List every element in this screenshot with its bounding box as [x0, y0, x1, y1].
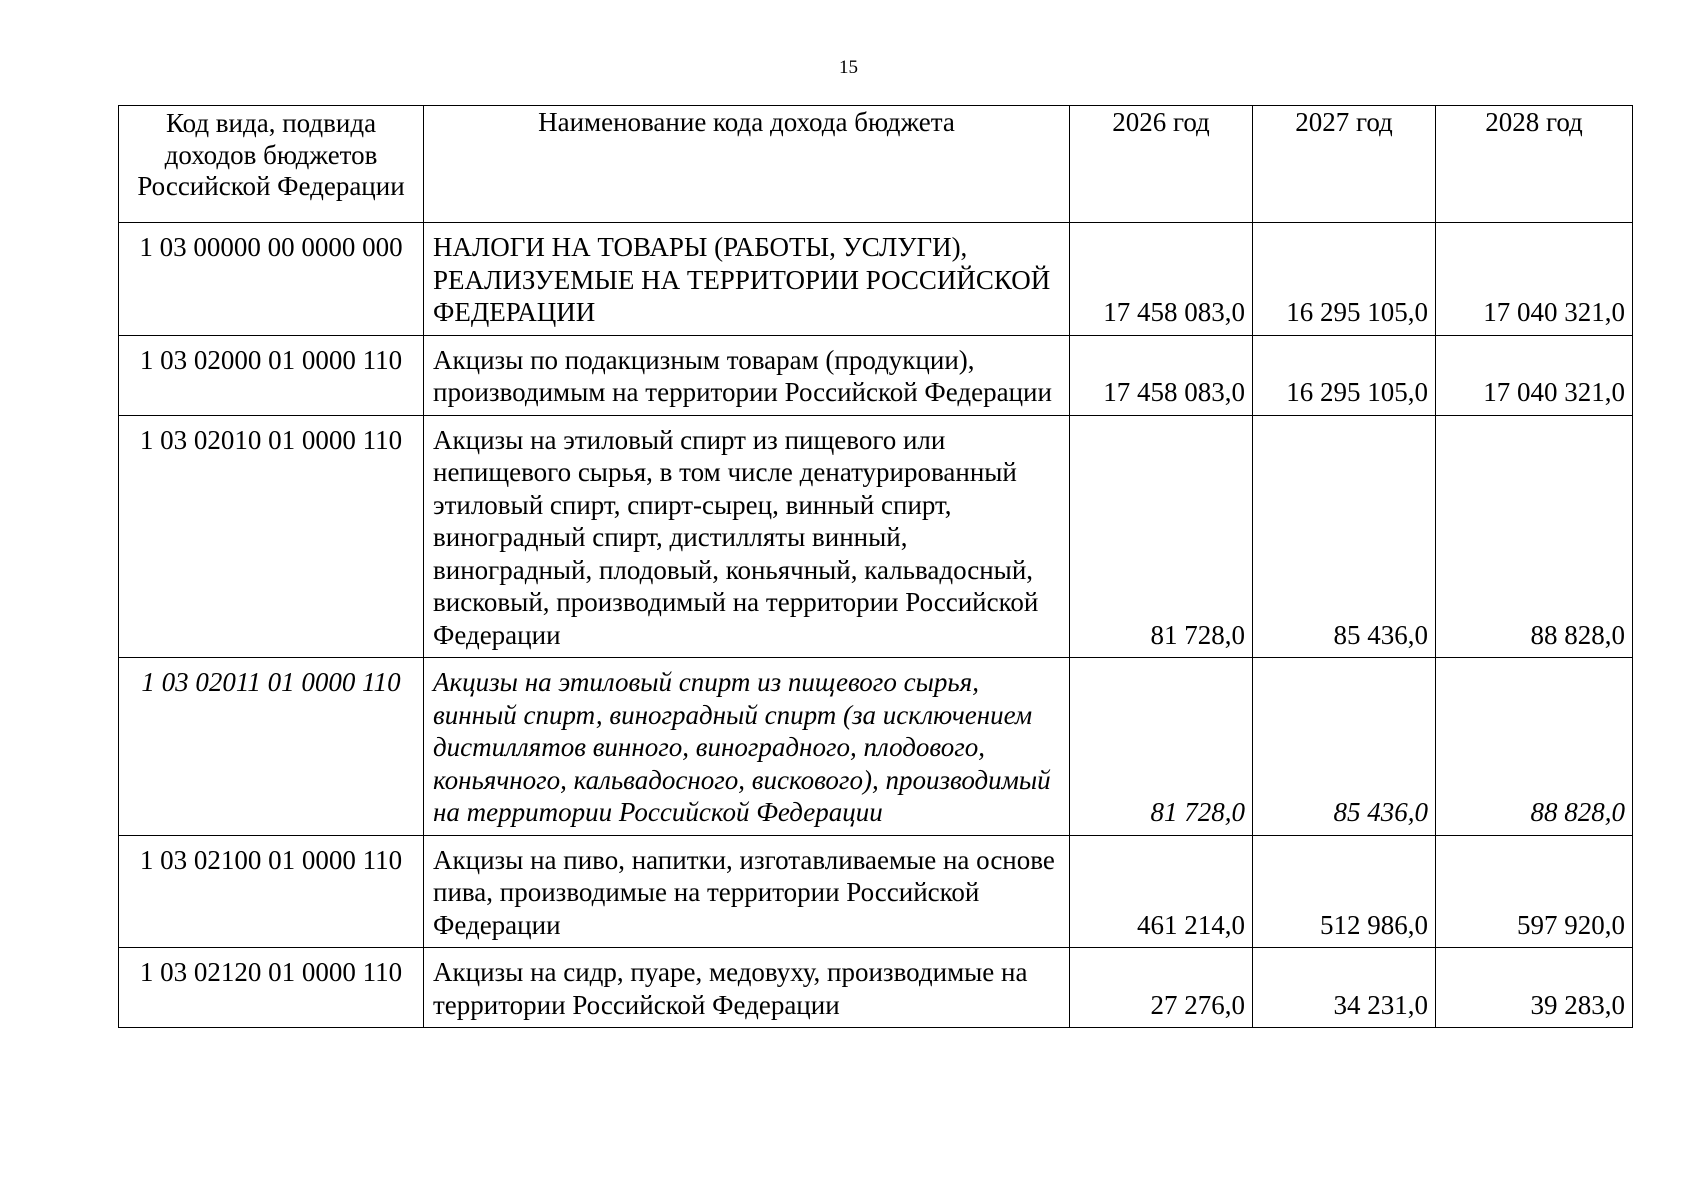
row-value-2028: 39 283,0	[1436, 948, 1633, 1028]
row-value-2027: 16 295 105,0	[1253, 223, 1436, 336]
row-code: 1 03 02000 01 0000 110	[119, 335, 424, 415]
row-value-2026: 81 728,0	[1070, 658, 1253, 836]
row-code: 1 03 02010 01 0000 110	[119, 415, 424, 658]
row-code: 1 03 02011 01 0000 110	[119, 658, 424, 836]
row-name: Акцизы на этиловый спирт из пищевого сырья, винный спирт, виноградный спирт (за исключением дистиллятов винного, виноградного, плодового, коньячного, кальвадосного, вискового), производимый на территории Российской Федерации	[424, 658, 1070, 836]
row-value-2027: 16 295 105,0	[1253, 335, 1436, 415]
table-row	[119, 335, 1633, 415]
table-row	[119, 223, 1633, 336]
row-value-2027: 85 436,0	[1253, 415, 1436, 658]
row-value-2027: 512 986,0	[1253, 835, 1436, 948]
table-header-row	[119, 106, 1633, 223]
row-value-2028: 17 040 321,0	[1436, 223, 1633, 336]
table-row	[119, 415, 1633, 658]
table-row	[119, 948, 1633, 1028]
table-row	[119, 835, 1633, 948]
header-2028: 2028 год	[1436, 106, 1633, 223]
row-value-2027: 85 436,0	[1253, 658, 1436, 836]
header-name: Наименование кода дохода бюджета	[424, 106, 1070, 223]
page-number: 15	[839, 57, 858, 78]
table-row	[119, 658, 1633, 836]
row-value-2028: 88 828,0	[1436, 415, 1633, 658]
row-value-2028: 17 040 321,0	[1436, 335, 1633, 415]
row-name: Акцизы по подакцизным товарам (продукции), производимым на территории Российской Федерации	[424, 335, 1070, 415]
header-2027: 2027 год	[1253, 106, 1436, 223]
row-code: 1 03 00000 00 0000 000	[119, 223, 424, 336]
header-2026: 2026 год	[1070, 106, 1253, 223]
row-value-2026: 81 728,0	[1070, 415, 1253, 658]
row-name: Акцизы на сидр, пуаре, медовуху, производимые на территории Российской Федерации	[424, 948, 1070, 1028]
header-code: Код вида, подвида доходов бюджетов Российской Федерации	[119, 106, 424, 223]
row-value-2026: 17 458 083,0	[1070, 335, 1253, 415]
row-value-2026: 461 214,0	[1070, 835, 1253, 948]
row-code: 1 03 02120 01 0000 110	[119, 948, 424, 1028]
row-name: Акцизы на этиловый спирт из пищевого или непищевого сырья, в том числе денатурированный этиловый спирт, спирт-сырец, винный спирт, виноградный спирт, дистилляты винный, виноградный, плодовый, коньячный, кальвадосный, висковый, производимый на территории Российской Федерации	[424, 415, 1070, 658]
revenue-table	[118, 105, 1633, 1028]
row-value-2028: 88 828,0	[1436, 658, 1633, 836]
row-code: 1 03 02100 01 0000 110	[119, 835, 424, 948]
row-value-2027: 34 231,0	[1253, 948, 1436, 1028]
row-value-2028: 597 920,0	[1436, 835, 1633, 948]
row-value-2026: 17 458 083,0	[1070, 223, 1253, 336]
row-name: НАЛОГИ НА ТОВАРЫ (РАБОТЫ, УСЛУГИ), РЕАЛИЗУЕМЫЕ НА ТЕРРИТОРИИ РОССИЙСКОЙ ФЕДЕРАЦИИ	[424, 223, 1070, 336]
row-name: Акцизы на пиво, напитки, изготавливаемые на основе пива, производимые на территории Российской Федерации	[424, 835, 1070, 948]
row-value-2026: 27 276,0	[1070, 948, 1253, 1028]
